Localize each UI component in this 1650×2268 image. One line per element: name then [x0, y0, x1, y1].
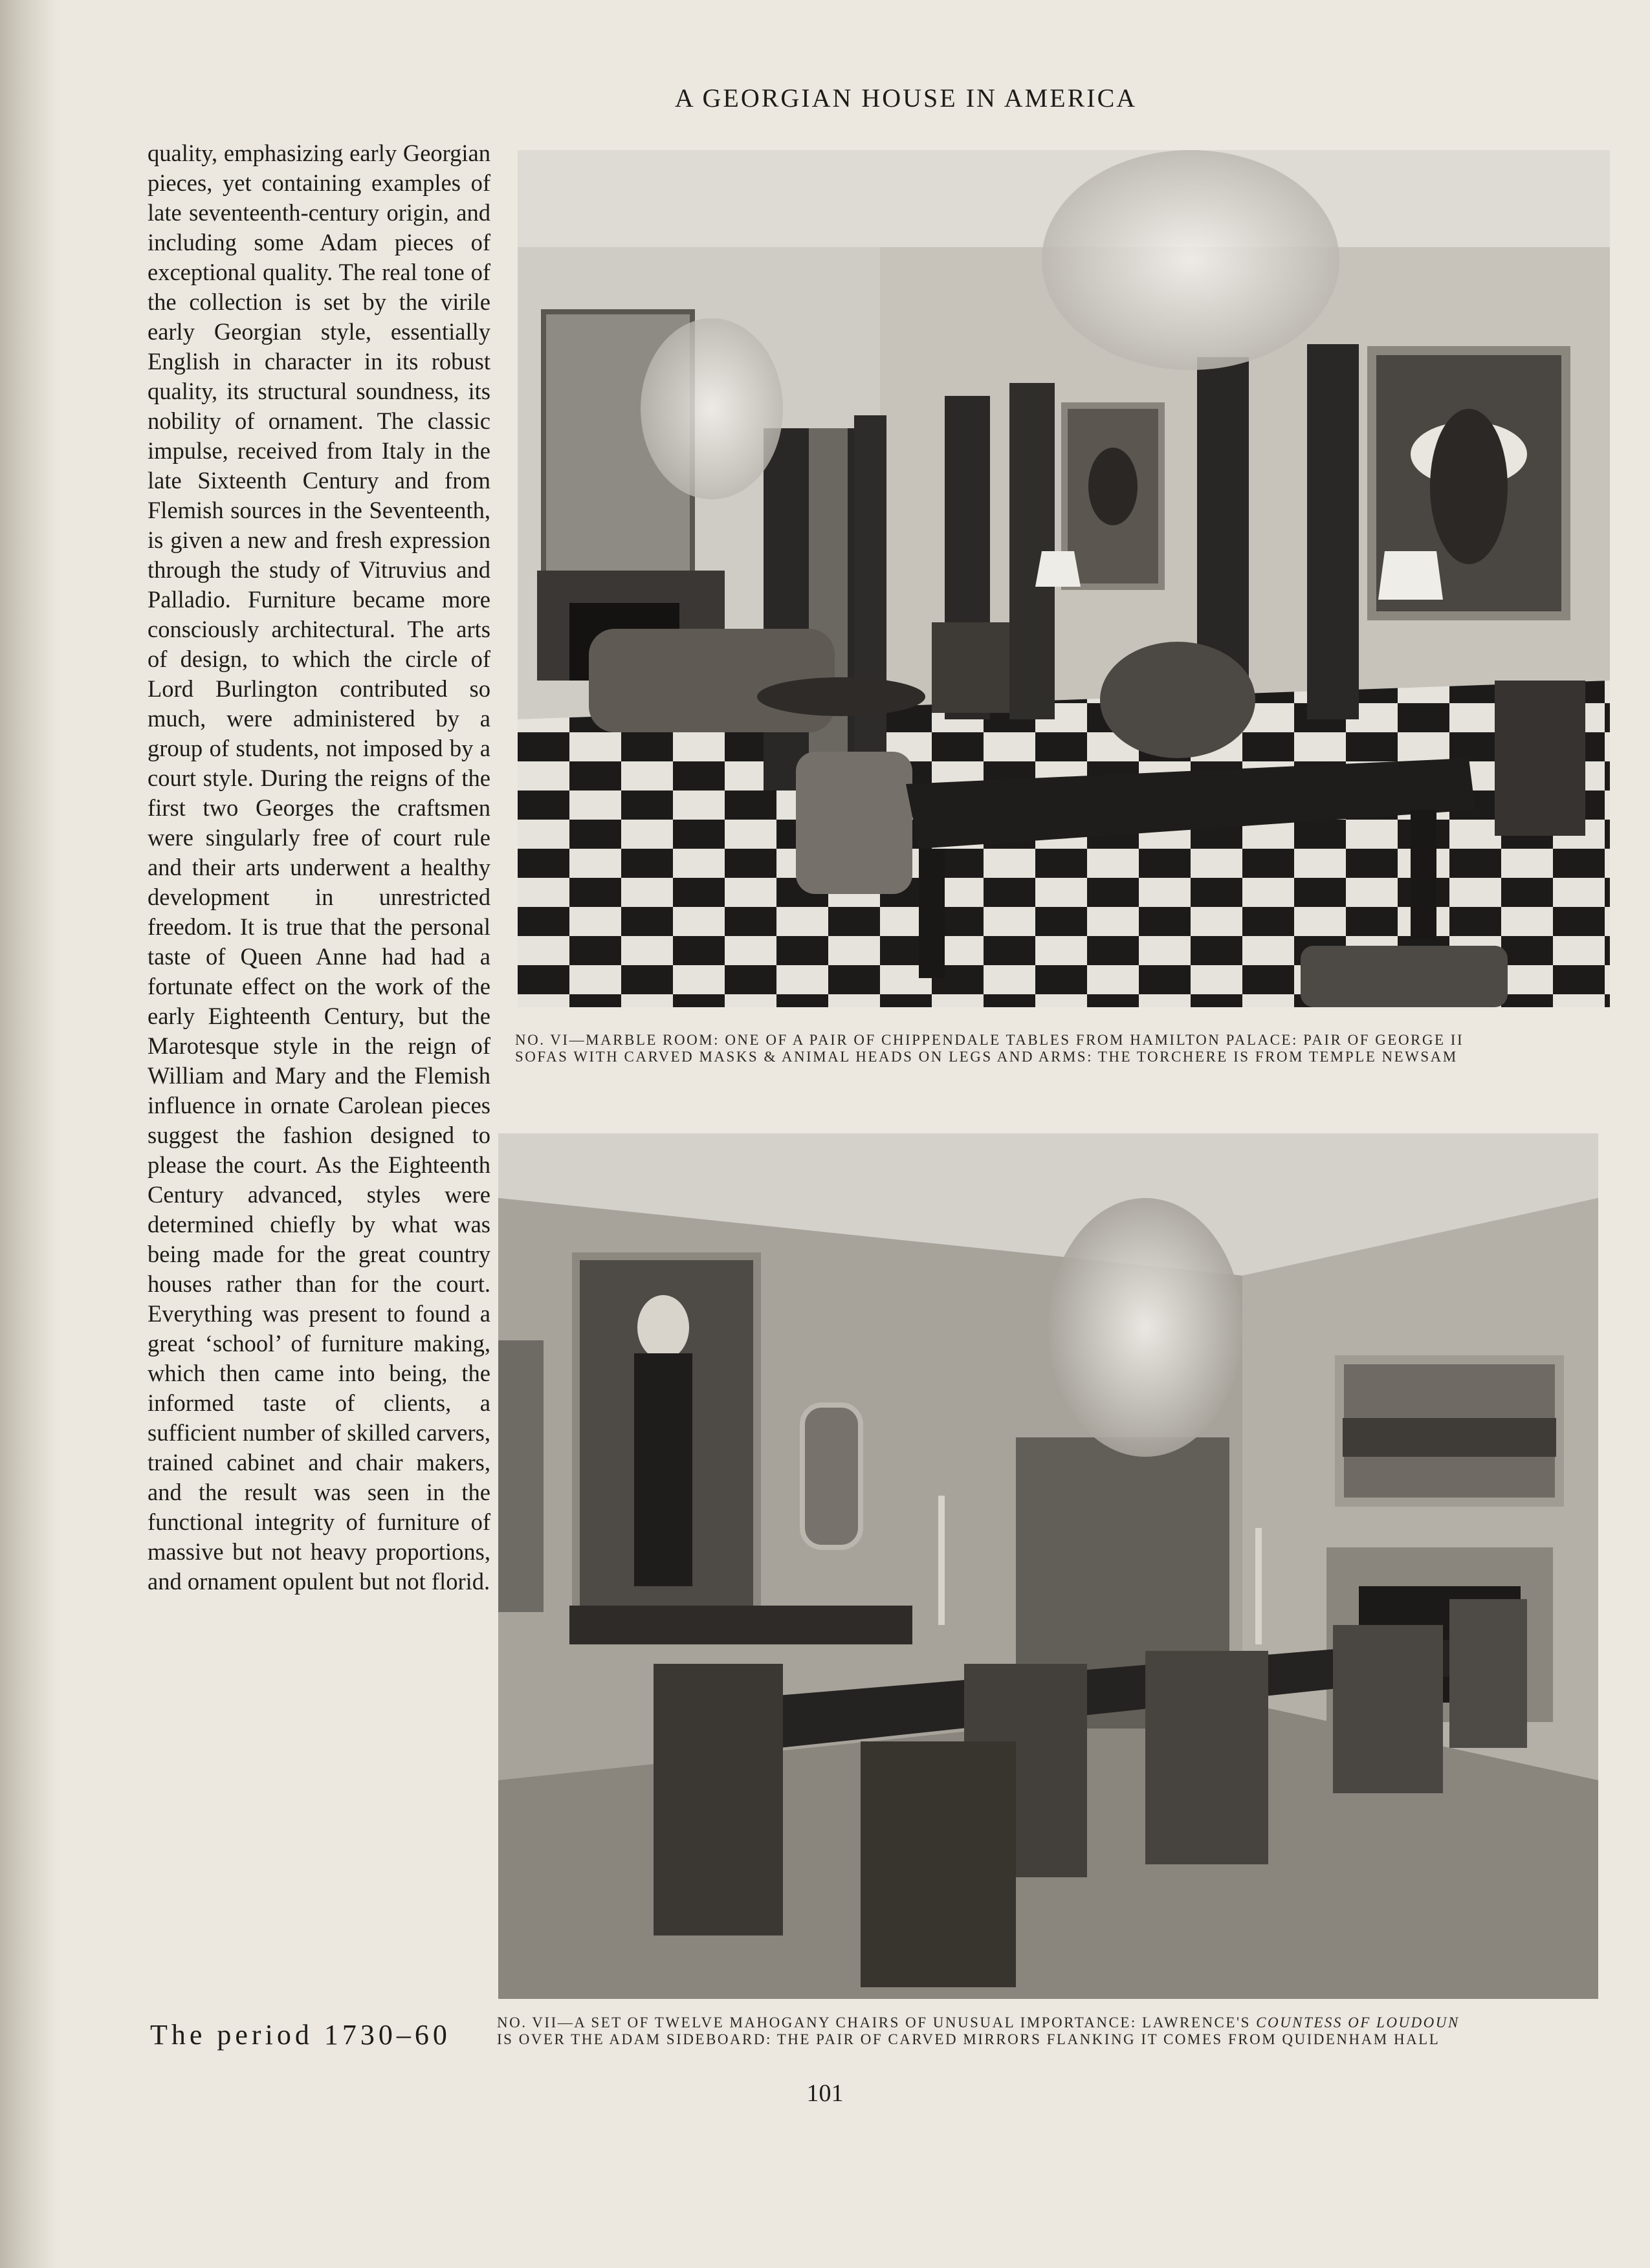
figure-vi-caption [515, 1032, 1615, 1065]
binding-shadow [0, 0, 58, 2268]
figure-vii-caption [497, 2014, 1597, 2048]
dining-room-photo [498, 1133, 1598, 1999]
page-number: 101 [806, 2080, 844, 2107]
marble-room-photo [518, 150, 1610, 1007]
figure-vi-caption-line-1: NO. VI—MARBLE ROOM: ONE OF A PAIR OF CHIPPENDALE TABLES FROM HAMILTON PALACE: PAIR OF GEORGE II [515, 1032, 1464, 1048]
figure-vii-caption-line-2: IS OVER THE ADAM SIDEBOARD: THE PAIR OF CARVED MIRRORS FLANKING IT COMES FROM QUIDENHAM HALL [497, 2031, 1440, 2047]
figure-vii-painting-title: COUNTESS OF LOUDOUN [1256, 2014, 1460, 2031]
section-heading: The period 1730–60 [150, 2019, 451, 2051]
figure-vii-caption-line-1 [497, 2014, 1597, 2031]
figure-vii-caption-prefix: NO. VII—A SET OF TWELVE MAHOGANY CHAIRS OF UNUSUAL IMPORTANCE: LAWRENCE'S [497, 2014, 1257, 2031]
body-paragraph: quality, emphasizing early Georgian pieces, yet containing examples of late seventeenth-century origin, and including some Adam pieces of exceptional quality. The real tone of the collection is set by the virile early Georgian style, essentially English in character in its robust quality, its structural soundness, its nobility of ornament. The classic impulse, received from Italy in the late Sixteenth Century and from Flemish sources in the Seventeenth, is given a new and fresh expression through the study of Vitruvius and Palladio. Furniture became more consciously architectural. The arts of design, to which the circle of Lord Burlington contributed so much, were administered by a group of students, not imposed by a court style. During the reigns of the first two Georges the craftsmen were singularly free of court rule and their arts underwent a healthy development in unrestricted freedom. It is true that the personal taste of Queen Anne had had a fortunate effect on the work of the early Eighteenth Century, but the Marotesque style in the reign of William and Mary and the Flemish influence in ornate Carolean pieces suggest the fashion designed to please the court. As the Eighteenth Century advanced, styles were determined chiefly by what was being made for the great country houses rather than for the court. Everything was present to found a great ‘school’ of furniture making, which then came into being, the informed taste of clients, a sufficient number of skilled carvers, trained cabinet and chair makers, and the result was seen in the functional integrity of furniture of massive but not heavy proportions, and ornament opulent but not florid. [148, 140, 490, 1595]
body-text-column [148, 138, 490, 1597]
running-head: A GEORGIAN HOUSE IN AMERICA [674, 83, 1138, 113]
figure-vi-caption-line-2: SOFAS WITH CARVED MASKS & ANIMAL HEADS ON LEGS AND ARMS: THE TORCHERE IS FROM TEMPLE NEWSAM [515, 1049, 1458, 1065]
